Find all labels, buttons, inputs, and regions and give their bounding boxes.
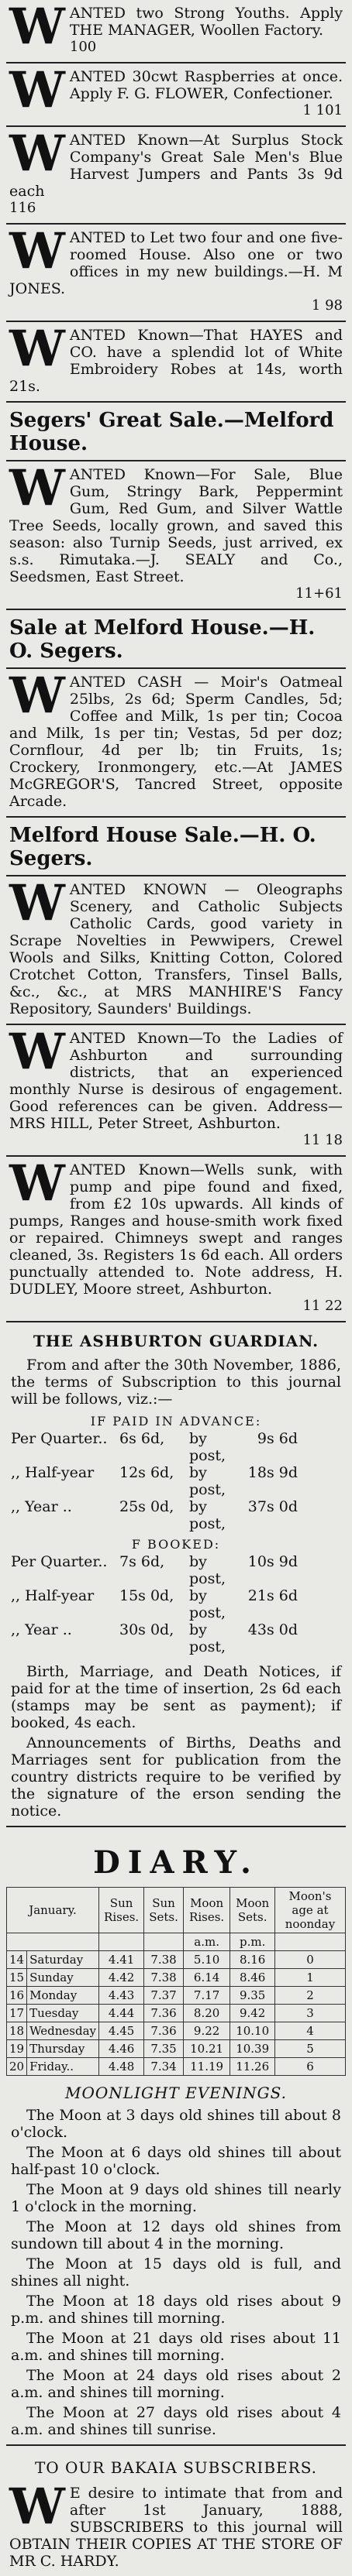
classified-ad: [6, 1025, 346, 1157]
drop-cap: W: [9, 125, 65, 183]
moonlight-item: The Moon at 27 days old rises about 4 a.m. and shines till sunrise.: [11, 2404, 341, 2438]
moon-age: 0: [274, 1951, 345, 1969]
price-post-value: 21s 6d: [247, 1587, 298, 1604]
moonlight-item: The Moon at 12 days old shines from sundown till about 4 in the morning.: [11, 2218, 341, 2252]
moon-sets: 10.10: [230, 2022, 275, 2040]
diary-header: Moon Sets.: [230, 1888, 275, 1933]
moon-sets: 8.46: [230, 1969, 275, 1987]
diary-title: DIARY.: [93, 1844, 259, 1881]
moon-sets: 9.42: [230, 2005, 275, 2022]
drop-cap: W: [9, 667, 65, 725]
drop-cap: W: [9, 874, 65, 932]
moonlight-section: [6, 2076, 346, 2440]
moon-age: 2: [274, 1987, 345, 2005]
price-post-label: by post,: [189, 1464, 226, 1498]
diary-unit-row: [7, 1933, 346, 1951]
ad-text: ANTED KNOWN — Oleographs Scenery, and Catholic Subjects Catholic Cards, good variety in Scrape Novelties in Pewwipers, Crewel Wools and Silks, Knitting Cotton, Colored Crotchet Cotton, Transfers, Tinsel Balls, &c., &c., at MRS MANHIRE'S Fancy Repository, Saunders' Buildings.: [9, 881, 343, 1017]
sun-sets: 7.37: [144, 1987, 184, 2005]
diary-header-row: [7, 1888, 346, 1933]
moonlight-item: The Moon at 18 days old rises about 9 p.m. and shines till morning.: [11, 2293, 341, 2327]
ad-text: ANTED Known—At Surplus Stock Company's Great Sale Men's Blue Harvest Jumpers and Pants 3s 9d each: [9, 132, 343, 200]
table-row: [7, 2040, 346, 2058]
moon-age: 5: [274, 2040, 345, 2058]
price-period: ,, Half-year: [11, 1464, 95, 1481]
bakaia-section: [6, 2451, 346, 2576]
price-period: ,, Year ..: [11, 1498, 72, 1515]
day-number: 14: [7, 1951, 27, 1969]
booked-heading: F BOOKED:: [131, 1537, 221, 1552]
diary-header: Sun Sets.: [144, 1888, 184, 1933]
day-number: 20: [7, 2058, 27, 2076]
moonlight-item: The Moon at 3 days old shines till about 8 o'clock.: [11, 2107, 341, 2141]
day-number: 18: [7, 2022, 27, 2040]
price-post-value: 10s 9d: [247, 1553, 298, 1570]
guardian-section: [6, 1322, 346, 1821]
sun-rises: 4.41: [99, 1951, 144, 1969]
diary-table: [6, 1887, 346, 2076]
price-post-label: by post,: [189, 1430, 226, 1464]
day-name: Sunday: [27, 1969, 99, 1987]
day-number: 15: [7, 1969, 27, 1987]
moonlight-item: The Moon at 24 days old rises about 2 a.m. and shines till morning.: [11, 2367, 341, 2401]
moon-rises: 11.19: [183, 2058, 230, 2076]
bakaia-text: E desire to intimate that from and after 1st January, 1888, SUBSCRIBERS to this journal will OBTAIN THEIR COPIES AT THE STORE OF MR C. HARDY.: [9, 2485, 343, 2570]
bakaia-notice: [6, 2480, 346, 2576]
drop-cap: W: [9, 222, 65, 280]
drop-cap: W: [9, 2478, 65, 2536]
ad-text: ANTED 30cwt Raspberries at once. Apply F. G. FLOWER, Confectioner.: [69, 68, 343, 102]
price-row: [6, 1587, 346, 1621]
classified-ad: [6, 461, 346, 610]
price-row: [6, 1498, 346, 1532]
classified-ad: [6, 222, 346, 322]
price-value: 12s 6d,: [119, 1464, 174, 1481]
diary-unit: [7, 1933, 99, 1951]
table-row: [7, 2005, 346, 2022]
moon-age: 3: [274, 2005, 345, 2022]
price-value: 30s 0d,: [119, 1621, 174, 1638]
moon-rises: 8.20: [183, 2005, 230, 2022]
ad-text: ANTED Known—Wells sunk, with pump and pipe found and fixed, from £2 10s upwards. All kinds of pumps, Ranges and house-smith work fixed or repaired. Chimneys swept and ranges cleaned, 3s. Registers 1s 6d each. All orders punctually attended to. Note address, H. DUDLEY, Moore street, Ashburton.: [9, 1161, 343, 1298]
price-value: 7s 6d,: [119, 1553, 165, 1570]
price-value: 15s 0d,: [119, 1587, 174, 1604]
day-name: Wednesday: [27, 2022, 99, 2040]
day-name: Friday..: [27, 2058, 99, 2076]
divider: [6, 2444, 346, 2446]
sun-sets: 7.35: [144, 2040, 184, 2058]
price-post-value: 9s 6d: [257, 1430, 298, 1447]
classified-ad: [6, 1154, 346, 1322]
price-value: 6s 6d,: [119, 1430, 165, 1447]
price-period: ,, Year ..: [11, 1621, 72, 1638]
moon-age: 6: [274, 2058, 345, 2076]
classified-ad: [6, 0, 346, 63]
table-row: [7, 2022, 346, 2040]
price-post-label: by post,: [189, 1553, 226, 1587]
ad-ref: 11 22: [302, 1298, 343, 1314]
notice-announcements: Announcements of Births, Deaths and Marriages sent for publication from the country districts require to be verified by the signature of the erson sending the notice.: [11, 1734, 341, 1820]
day-number: 19: [7, 2040, 27, 2058]
price-row: [6, 1553, 346, 1587]
moon-rises: 6.14: [183, 1969, 230, 1987]
price-row: [6, 1621, 346, 1655]
price-post-label: by post,: [189, 1498, 226, 1532]
sun-rises: 4.45: [99, 2022, 144, 2040]
price-post-label: by post,: [189, 1621, 226, 1655]
sun-sets: 7.36: [144, 2005, 184, 2022]
guardian-intro: From and after the 30th November, 1886, the terms of Subscription to this journal will be follows, viz.:—: [11, 1357, 341, 1408]
diary-section: [6, 1832, 346, 2076]
sun-sets: 7.38: [144, 1951, 184, 1969]
drop-cap: W: [9, 1154, 65, 1213]
ad-text: ANTED to Let two four and one five-roomed House. Also one or two offices in my new buildings.—H. M JONES.: [9, 229, 343, 297]
sun-rises: 4.43: [99, 1987, 144, 2005]
price-value: 25s 0d,: [119, 1498, 174, 1515]
moon-rises: 10.21: [183, 2040, 230, 2058]
diary-unit: a.m.: [183, 1933, 230, 1951]
classified-ad: [6, 127, 346, 225]
classified-ad: [6, 876, 346, 1025]
price-post-value: 18s 9d: [247, 1464, 298, 1481]
segers-heading: Segers' Great Sale.—Melford House.: [6, 403, 346, 461]
drop-cap: W: [9, 320, 65, 378]
diary-header: Sun Rises.: [99, 1888, 144, 1933]
ad-text: ANTED Known—To the Ladies of Ashburton and surrounding districts, that an experienced monthly Nurse is desirous of engagement. Good references can be given. Address—MRS HILL, Peter Street, Ashburton.: [9, 1030, 343, 1132]
moon-sets: 9.35: [230, 1987, 275, 2005]
moon-age: 1: [274, 1969, 345, 1987]
day-name: Monday: [27, 1987, 99, 2005]
bakaia-title: TO OUR BAKAIA SUBSCRIBERS.: [34, 2458, 318, 2477]
drop-cap: W: [9, 1023, 65, 1081]
notice-births: Birth, Marriage, and Death Notices, if paid for at the time of insertion, 2s 6d each (stamps may be sent as payment); if booked, 4s each.: [11, 1663, 341, 1731]
classified-ad: [6, 63, 346, 127]
classified-ad: [6, 322, 346, 403]
moonlight-title: MOONLIGHT EVENINGS.: [65, 2084, 287, 2102]
moon-sets: 11.26: [230, 2058, 275, 2076]
sun-rises: 4.46: [99, 2040, 144, 2058]
day-name: Tuesday: [27, 2005, 99, 2022]
ad-ref: 11+61: [295, 585, 343, 602]
diary-unit: [99, 1933, 144, 1951]
moon-rises: 9.22: [183, 2022, 230, 2040]
ad-ref: 1 101: [302, 102, 343, 118]
moonlight-item: The Moon at 9 days old shines till nearly 1 o'clock in the morning.: [11, 2181, 341, 2215]
price-period: ,, Half-year: [11, 1587, 95, 1604]
ad-text: ANTED Known—For Sale, Blue Gum, Stringy Bark, Peppermint Gum, Red Gum, and Silver Wattle Tree Seeds, locally grown, and saved this season: also Turnip Seeds, just arrived, ex s.s. Rimutaka.—J. SEALY and Co., Seedsmen, East Street.: [9, 466, 343, 585]
table-row: [7, 2058, 346, 2076]
diary-unit: [144, 1933, 184, 1951]
price-period: Per Quarter..: [11, 1430, 108, 1447]
sun-rises: 4.42: [99, 1969, 144, 1987]
newspaper-column: [6, 0, 346, 2576]
moon-age: 4: [274, 2022, 345, 2040]
moon-sets: 8.16: [230, 1951, 275, 1969]
sun-sets: 7.34: [144, 2058, 184, 2076]
day-name: Saturday: [27, 1951, 99, 1969]
price-row: [6, 1464, 346, 1498]
day-number: 16: [7, 1987, 27, 2005]
diary-unit: p.m.: [230, 1933, 275, 1951]
table-row: [7, 1951, 346, 1969]
sun-sets: 7.38: [144, 1969, 184, 1987]
price-post-label: by post,: [189, 1587, 226, 1621]
moonlight-item: The Moon at 15 days old is full, and shines all night.: [11, 2255, 341, 2290]
ad-ref: 116: [9, 200, 36, 216]
diary-unit: [274, 1933, 345, 1951]
moon-rises: 5.10: [183, 1951, 230, 1969]
drop-cap: W: [9, 61, 65, 119]
diary-header: January.: [7, 1888, 99, 1933]
sun-rises: 4.48: [99, 2058, 144, 2076]
diary-header: Moon's age at noonday: [274, 1888, 345, 1933]
moon-rises: 7.17: [183, 1987, 230, 2005]
drop-cap: W: [9, 459, 65, 517]
price-row: [6, 1430, 346, 1464]
paid-heading: IF PAID IN ADVANCE:: [90, 1414, 262, 1429]
diary-header: Moon Rises.: [183, 1888, 230, 1933]
drop-cap: W: [9, 0, 65, 56]
price-period: Per Quarter..: [11, 1553, 108, 1570]
ad-ref: 1 98: [311, 297, 343, 314]
moon-sets: 10.39: [230, 2040, 275, 2058]
day-number: 17: [7, 2005, 27, 2022]
classified-ad: [6, 669, 346, 818]
table-row: [7, 1969, 346, 1987]
ad-text: ANTED two Strong Youths. Apply THE MANAGER, Woollen Factory.: [69, 5, 343, 39]
ad-ref: 100: [69, 39, 97, 55]
melford-heading: Melford House Sale.—H. O. Segers.: [6, 818, 346, 876]
price-post-value: 37s 0d: [247, 1498, 298, 1515]
moonlight-item: The Moon at 21 days old rises about 11 a.m. and shines till morning.: [11, 2330, 341, 2364]
sale-heading: Sale at Melford House.—H. O. Segers.: [6, 610, 346, 669]
sun-rises: 4.44: [99, 2005, 144, 2022]
divider: [6, 1826, 346, 1827]
moonlight-item: The Moon at 6 days old shines till about half-past 10 o'clock.: [11, 2144, 341, 2178]
day-name: Thursday: [27, 2040, 99, 2058]
price-post-value: 43s 0d: [247, 1621, 298, 1638]
guardian-title: THE ASHBURTON GUARDIAN.: [33, 1332, 319, 1350]
sun-sets: 7.36: [144, 2022, 184, 2040]
table-row: [7, 1987, 346, 2005]
ad-ref: 11 18: [302, 1132, 343, 1148]
ad-text: ANTED Known—That HAYES and CO. have a splendid lot of White Embroidery Robes at 14s, worth 21s.: [9, 327, 343, 395]
ad-text: ANTED CASH — Moir's Oatmeal 25lbs, 2s 6d; Sperm Candles, 5d; Coffee and Milk, 1s per tin; Cocoa and Milk, 1s per tin; Vestas, 5d per doz; Cornflour, 4d per lb; tin Fruits, 1s; Crockery, Ironmongery, etc.—At JAMES McGREGOR'S, Tancred Street, opposite Arcade.: [9, 674, 343, 810]
